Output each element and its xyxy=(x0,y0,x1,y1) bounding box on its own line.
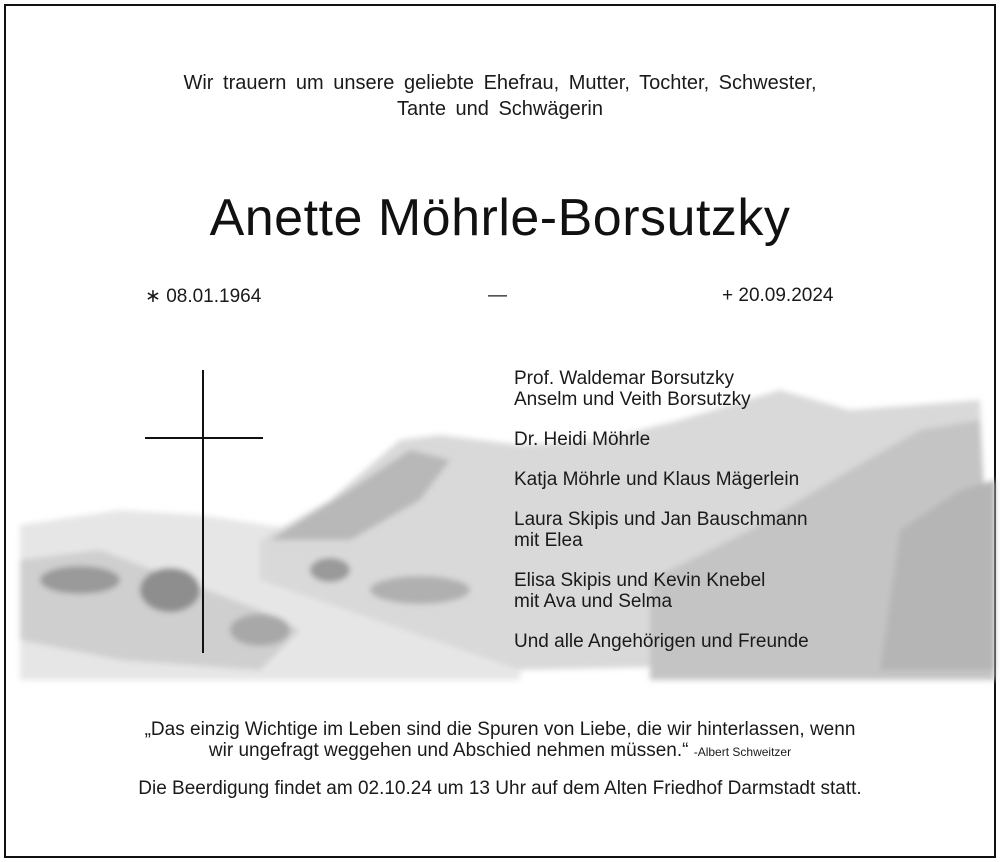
mourner-group xyxy=(514,368,809,410)
mourner-name: Anselm und Veith Borsutzky xyxy=(514,389,751,410)
intro-line-2: Tante und Schwägerin xyxy=(397,98,603,120)
mourner-group xyxy=(514,469,809,490)
cross-icon-vertical xyxy=(202,370,204,653)
birth-date xyxy=(145,285,261,308)
quote-author: -Albert Schweitzer xyxy=(693,745,792,759)
mourner-name: mit Elea xyxy=(514,530,583,551)
mourner-group xyxy=(514,509,809,551)
intro-line-1: Wir trauern um unsere geliebte Ehefrau, Mutter, Tochter, Schwester, xyxy=(183,72,817,94)
deceased-name: Anette Möhrle-Borsutzky xyxy=(209,189,791,247)
mourners-list xyxy=(514,368,809,671)
mourner-group xyxy=(514,570,809,612)
date-separator: — xyxy=(488,285,507,306)
death-cross-icon: + xyxy=(722,285,734,306)
mountain-watercolor-illustration xyxy=(0,380,1000,700)
mourner-name: Und alle Angehörigen und Freunde xyxy=(514,631,809,652)
birth-star-icon: ∗ xyxy=(145,286,161,307)
death-date xyxy=(722,285,833,307)
quote-line-2: wir ungefragt weggehen und Abschied nehmen müssen.“ xyxy=(208,740,689,761)
mourner-name: Elisa Skipis und Kevin Knebel xyxy=(514,570,766,591)
mourner-name: mit Ava und Selma xyxy=(514,591,673,612)
intro-text xyxy=(0,70,1000,122)
quote xyxy=(0,719,1000,763)
mourner-group xyxy=(514,631,809,652)
mourner-group xyxy=(514,429,809,450)
mourner-name: Prof. Waldemar Borsutzky xyxy=(514,368,734,389)
cross-icon-horizontal xyxy=(145,437,263,439)
mourner-name: Dr. Heidi Möhrle xyxy=(514,429,651,450)
death-date-value: 20.09.2024 xyxy=(738,285,834,306)
quote-line-1: „Das einzig Wichtige im Leben sind die Spuren von Liebe, die wir hinterlassen, wenn xyxy=(144,719,856,740)
birth-date-value: 08.01.1964 xyxy=(166,286,262,307)
mourner-name: Laura Skipis und Jan Bauschmann xyxy=(514,509,808,530)
mourner-name: Katja Möhrle und Klaus Mägerlein xyxy=(514,469,800,490)
funeral-info: Die Beerdigung findet am 02.10.24 um 13 Uhr auf dem Alten Friedhof Darmstadt statt. xyxy=(138,778,862,799)
